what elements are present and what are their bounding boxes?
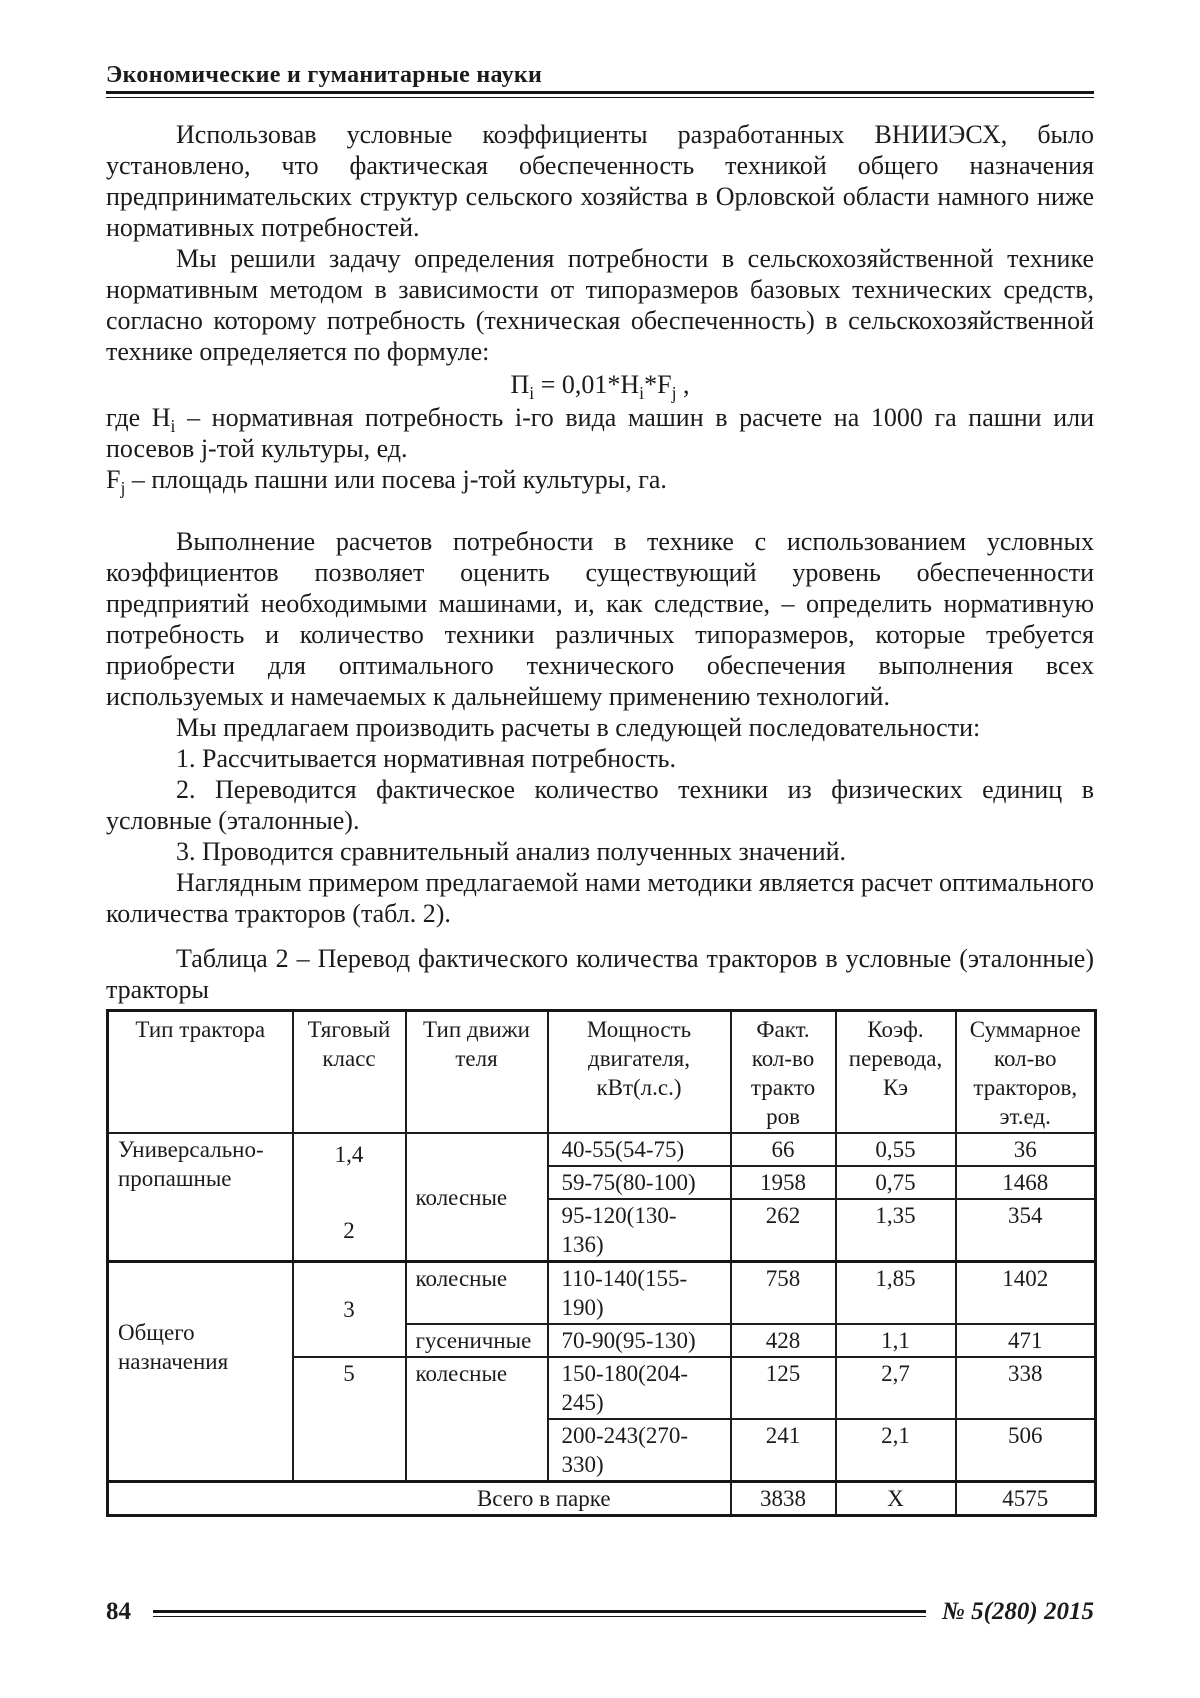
cell-power: 59-75(80-100) xyxy=(548,1166,731,1199)
text-run: Мы решили задачу определения потребности в сельскохозяйственной технике нормативным методом в зависимости от типоразмеров базовых технических средств, согласно которому потребность (техническая обеспеченность) в сельскохозяйственной технике определяется по формуле: xyxy=(106,244,1094,366)
text-run: Выполнение расчетов потребности в технике с использованием условных коэффициентов позволяет оценить существующий уровень обеспеченности предприятий необходимыми машинами, и, как следствие, – определить нормативную потребность и количество техники различных типоразмеров, которые требуется приобрести для оптимального технического обеспечения выполнения всех используемых и намечаемых к дальнейшему применению технологий. xyxy=(106,527,1094,711)
text-run: *F xyxy=(644,370,672,399)
cell-drive-wheeled: колесные xyxy=(406,1262,548,1325)
cell-total: 338 xyxy=(956,1357,1096,1419)
cell-total: 36 xyxy=(956,1133,1096,1166)
col-header-total-count: Суммарное кол-во тракторов, эт.ед. xyxy=(956,1011,1096,1134)
cell-class-3: 3 xyxy=(293,1262,406,1358)
page-number: 84 xyxy=(106,1598,131,1625)
body-content xyxy=(106,119,1094,929)
paragraph xyxy=(106,464,1094,499)
paragraph xyxy=(106,526,1094,712)
text-run: F xyxy=(106,465,121,494)
cell-type-group1: Универсально- пропашные xyxy=(108,1133,293,1262)
text-run: Использовав условные коэффициенты разработанных ВНИИЭСХ, было установлено, что фактическая обеспеченность техникой общего назначения предпринимательских структур сельского хозяйства в Орловской области намного ниже нормативных потребностей. xyxy=(106,120,1094,242)
cell-total: 1402 xyxy=(956,1262,1096,1325)
cell-total-sum: 4575 xyxy=(956,1482,1096,1516)
cell-coef: 1,1 xyxy=(836,1324,956,1357)
cell-type-group2: Общего назначения xyxy=(108,1262,293,1482)
cell-total: 506 xyxy=(956,1419,1096,1482)
cell-total-label: Всего в парке xyxy=(108,1482,731,1516)
table-total-row xyxy=(108,1482,1096,1516)
paragraph xyxy=(106,836,1094,867)
cell-coef: 0,75 xyxy=(836,1166,956,1199)
text-run: 1. Рассчитывается нормативная потребность. xyxy=(176,744,677,773)
paragraph xyxy=(106,774,1094,836)
cell-fact: 758 xyxy=(731,1262,836,1325)
cell-coef: 0,55 xyxy=(836,1133,956,1166)
subscript: i xyxy=(529,383,535,404)
text-run: где Н xyxy=(106,403,171,432)
col-header-actual-count: Факт. кол-во тракто ров xyxy=(731,1011,836,1134)
cell-drive-wheeled2: колесные xyxy=(406,1357,548,1482)
table-header-row xyxy=(108,1011,1096,1134)
paragraph xyxy=(106,243,1094,367)
table-row xyxy=(108,1133,1096,1166)
cell-fact: 241 xyxy=(731,1419,836,1482)
subscript: i xyxy=(639,383,645,404)
paragraph xyxy=(106,119,1094,243)
cell-coef: 1,85 xyxy=(836,1262,956,1325)
text-run: = 0,01*Н xyxy=(534,370,640,399)
cell-fact: 428 xyxy=(731,1324,836,1357)
paragraph xyxy=(106,867,1094,929)
cell-drive-tracked: гусеничные xyxy=(406,1324,548,1357)
issue-label: № 5(280) 2015 xyxy=(941,1598,1094,1625)
subscript: i xyxy=(170,416,176,437)
cell-coef: 2,1 xyxy=(836,1419,956,1482)
col-header-engine-power: Мощность двигателя, кВт(л.с.) xyxy=(548,1011,731,1134)
tractors-table xyxy=(106,1009,1097,1517)
cell-power: 40-55(54-75) xyxy=(548,1133,731,1166)
cell-power: 200-243(270- 330) xyxy=(548,1419,731,1482)
col-header-traction-class: Тяговый класс xyxy=(293,1011,406,1134)
text-run: П xyxy=(510,370,530,399)
cell-fact: 125 xyxy=(731,1357,836,1419)
paragraph xyxy=(106,743,1094,774)
text-run: 3. Проводится сравнительный анализ полученных значений. xyxy=(176,837,847,866)
cell-class-group1: 1,4 2 xyxy=(293,1133,406,1262)
col-header-tractor-type: Тип трактора xyxy=(108,1011,293,1134)
paragraph xyxy=(106,402,1094,464)
cell-class-5: 5 xyxy=(293,1357,406,1482)
cell-fact: 66 xyxy=(731,1133,836,1166)
text-run: 2. Переводится фактическое количество техники из физических единиц в условные (эталонные). xyxy=(106,775,1094,835)
cell-total-fact: 3838 xyxy=(731,1482,836,1516)
formula xyxy=(106,369,1094,404)
col-header-drive-type: Тип движи теля xyxy=(406,1011,548,1134)
subscript: j xyxy=(120,478,126,499)
paragraph xyxy=(106,712,1094,743)
cell-drive-group1: колесные xyxy=(406,1133,548,1262)
cell-power: 150-180(204- 245) xyxy=(548,1357,731,1419)
cell-total: 471 xyxy=(956,1324,1096,1357)
cell-power: 70-90(95-130) xyxy=(548,1324,731,1357)
cell-coef: 1,35 xyxy=(836,1199,956,1262)
text-run: , xyxy=(676,370,690,399)
page-content xyxy=(106,62,1094,1517)
running-head: Экономические и гуманитарные науки xyxy=(106,62,543,88)
text-run: – площадь пашни или посева j-той культуры, га. xyxy=(125,465,667,494)
cell-fact: 262 xyxy=(731,1199,836,1262)
text-run: Мы предлагаем производить расчеты в следующей последовательности: xyxy=(176,713,981,742)
header-rule xyxy=(106,91,1094,98)
text-run: – нормативная потребность i-го вида машин в расчете на 1000 га пашни или посевов j-той культуры, ед. xyxy=(106,403,1094,463)
cell-coef: 2,7 xyxy=(836,1357,956,1419)
cell-fact: 1958 xyxy=(731,1166,836,1199)
col-header-conversion-coef: Коэф. перевода, Кэ xyxy=(836,1011,956,1134)
text-run: Наглядным примером предлагаемой нами методики является расчет оптимального количества тракторов (табл. 2). xyxy=(106,868,1094,928)
paragraph-spacer xyxy=(106,495,1094,526)
page-footer xyxy=(106,1598,1094,1626)
cell-total: 1468 xyxy=(956,1166,1096,1199)
cell-power: 110-140(155- 190) xyxy=(548,1262,731,1325)
cell-power: 95-120(130- 136) xyxy=(548,1199,731,1262)
cell-total: 354 xyxy=(956,1199,1096,1262)
footer-rule xyxy=(153,1610,926,1617)
cell-total-coef: X xyxy=(836,1482,956,1516)
subscript: j xyxy=(671,383,677,404)
table-row xyxy=(108,1262,1096,1325)
table-caption: Таблица 2 – Перевод фактического количества тракторов в условные (эталонные) тракторы xyxy=(106,944,1094,1004)
